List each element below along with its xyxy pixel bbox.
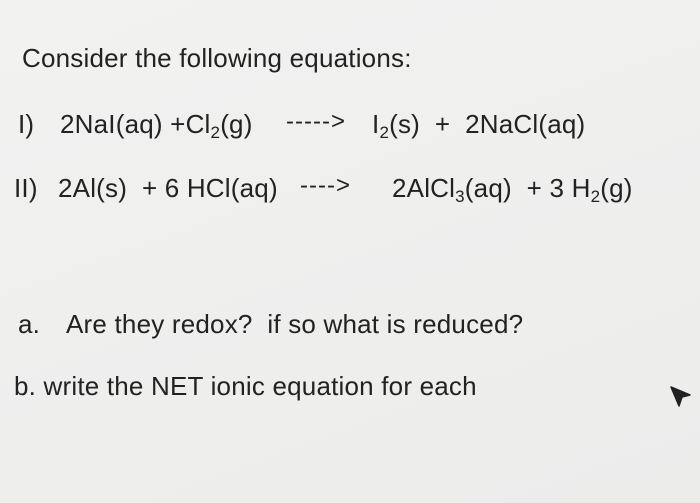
equation-2-rhs-subscript-1: 3 xyxy=(455,187,465,206)
equation-1-rhs-rest: (s) + 2NaCl(aq) xyxy=(389,109,586,139)
equation-1-label: I) xyxy=(18,109,35,139)
equation-1-lhs-state: (g) xyxy=(220,109,253,139)
prompt-heading xyxy=(22,42,412,74)
equation-1-lhs xyxy=(60,109,253,142)
question-a xyxy=(18,308,523,340)
equation-2-rhs-subscript-2: 2 xyxy=(590,187,601,206)
equation-1-rhs xyxy=(372,108,585,140)
mouse-pointer-icon xyxy=(668,383,694,409)
equation-2-lhs: 2Al(s) + 6 HCl(aq) xyxy=(58,173,278,203)
equation-1-arrow: -----> xyxy=(286,108,346,135)
equation-2-rhs xyxy=(392,172,633,204)
question-b-label: b. xyxy=(14,371,37,401)
equation-2-label: II) xyxy=(14,173,38,203)
question-a-label: a. xyxy=(18,309,41,339)
equation-1-lhs-subscript: 2 xyxy=(210,123,221,142)
equation-2-rhs-text: 2AlCl xyxy=(392,173,456,203)
equation-1-rhs-text: I xyxy=(372,109,380,139)
question-b-text: write the NET ionic equation for each xyxy=(43,371,477,401)
equation-1-lhs-text: 2NaI(aq) +Cl xyxy=(60,109,211,139)
equation-1-rhs-subscript: 2 xyxy=(379,123,390,142)
equation-1 xyxy=(18,108,253,140)
prompt-text: Consider the following equations: xyxy=(22,43,412,73)
question-b xyxy=(14,370,477,402)
equation-2-rhs-middle: (aq) + 3 H xyxy=(464,173,591,203)
question-a-text: Are they redox? if so what is reduced? xyxy=(66,309,524,339)
equation-2-arrow: ----> xyxy=(300,172,351,199)
equation-2 xyxy=(14,172,278,204)
equation-2-rhs-state: (g) xyxy=(600,173,633,203)
